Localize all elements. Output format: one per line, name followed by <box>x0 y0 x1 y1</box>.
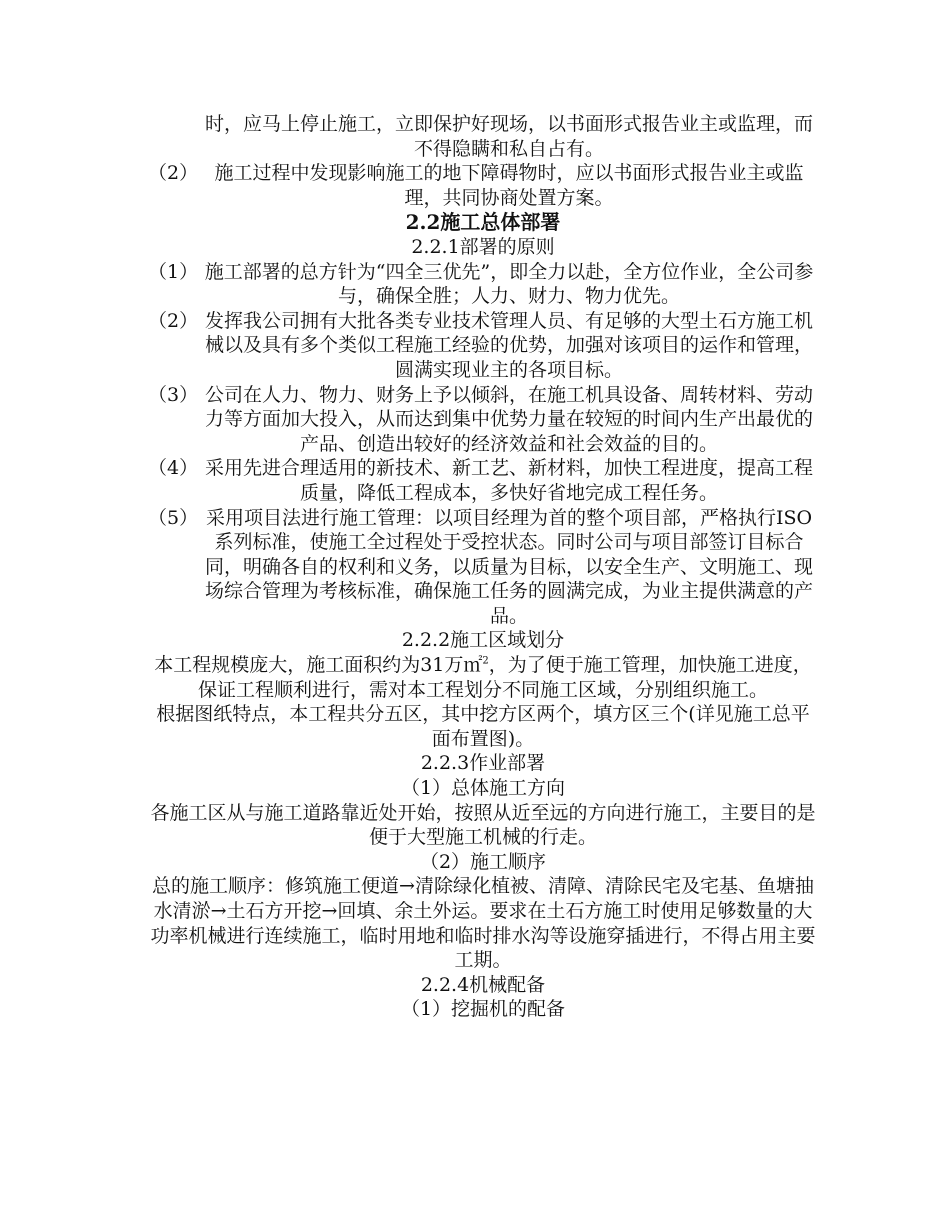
list-item-4 <box>148 456 818 505</box>
subsection-heading: 2.2.3作业部署 <box>420 752 546 775</box>
paragraph: 根据图纸特点，本工程共分五区，其中挖方区两个，填方区三个(详见施工总平面布置图)。 <box>156 703 810 750</box>
subsection-heading: 2.2.2施工区域划分 <box>401 629 565 652</box>
list-item-5 <box>148 506 818 629</box>
list-number: （2） <box>148 162 199 185</box>
list-number: （5） <box>148 506 199 529</box>
paragraph-text: ，为了便于施工管理，加快施工进度，保证工程顺利进行，需对本工程划分不同施工区域，分别组织施工。 <box>197 654 812 701</box>
list-text: 采用项目法进行施工管理：以项目经理为首的整个项目部，严格执行ISO系列标准，使施工全过程处于受控状态。同时公司与项目部签订目标合同，明确各自的权利和义务，以质量为目标，以安全生产、文明施工、现场综合管理为考核标准，确保施工任务的圆满完成，为业主提供满意的产品。 <box>204 506 813 627</box>
paragraph-text: 本工程规模庞大，施工面积约为31万㎡ <box>154 654 483 677</box>
paragraph-area <box>148 653 818 702</box>
list-text: 施工过程中发现影响施工的地下障碍物时，应以书面形式报告业主或监理，共同协商处置方案。 <box>214 162 804 209</box>
list-text: 施工部署的总方针为“四全三优先”，即全力以赴，全方位作业，全公司参与，确保全胜；人力、财力、物力优先。 <box>204 260 814 308</box>
paragraph: 各施工区从与施工道路靠近处开始，按照从近至远的方向进行施工，主要目的是便于大型施工机械的行走。 <box>150 801 816 849</box>
list-text: 公司在人力、物力、财务上予以倾斜，在施工机具设备、周转材料、劳动力等方面加大投入，从而达到集中优势力量在较短的时间内生产出最优的产品、创造出较好的经济效益和社会效益的目的。 <box>204 383 813 455</box>
subsection-heading: （2）施工顺序 <box>419 850 547 873</box>
list-item-2a <box>148 161 818 210</box>
section-heading: 2.2施工总体部署 <box>405 210 561 235</box>
list-number: （4） <box>148 457 199 480</box>
paragraph: 总的施工顺序：修筑施工便道→清除绿化植被、清障、清除民宅及宅基、鱼塘抽水清淤→土石方开挖→回填、余土外运。要求在土石方施工时使用足够数量的大功率机械进行连续施工，临时用地和临时排水沟等设施穿插进行，不得占用主要工期。 <box>150 875 816 972</box>
subsection-heading: （1）挖掘机的配备 <box>400 998 566 1021</box>
list-number: （2） <box>148 309 199 332</box>
list-item-1 <box>148 260 818 309</box>
subsection-heading: （1）总体施工方向 <box>400 777 566 800</box>
list-text: 采用先进合理适用的新技术、新工艺、新材料，加快工程进度，提高工程质量，降低工程成本，多快好省地完成工程任务。 <box>204 457 813 504</box>
list-text: 发挥我公司拥有大批各类专业技术管理人员、有足够的大型土石方施工机械以及具有多个类似工程施工经验的优势，加强对该项目的运作和管理，圆满实现业主的各项目标。 <box>204 309 813 381</box>
subsection-heading: 2.2.1部署的原则 <box>411 235 555 258</box>
list-number: （1） <box>148 260 199 283</box>
paragraph-continuation: 时，应马上停止施工，立即保护好现场，以书面形式报告业主或监理，而不得隐瞒和私自占有。 <box>204 113 813 160</box>
subsection-heading: 2.2.4机械配备 <box>420 973 546 996</box>
list-item-2 <box>148 309 818 383</box>
list-item-3 <box>148 383 818 457</box>
document-page <box>148 112 818 1022</box>
list-number: （3） <box>148 383 199 406</box>
superscript: 2 <box>482 655 489 667</box>
